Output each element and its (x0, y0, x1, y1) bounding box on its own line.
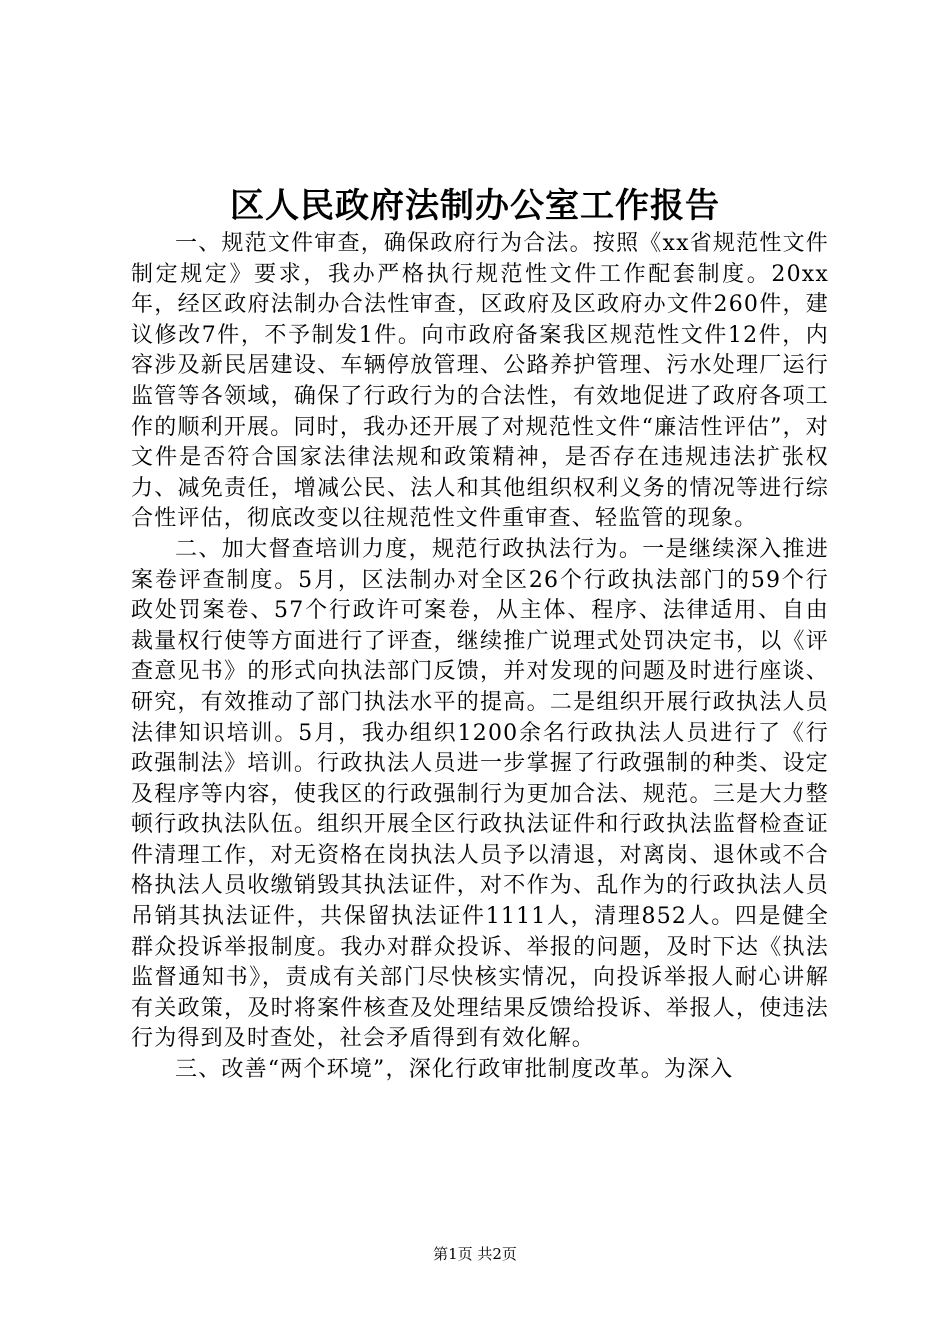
paragraph-2: 二、加大督查培训力度，规范行政执法行为。一是继续深入推进案卷评查制度。5月，区法制办对全区26个行政执法部门的59个行政处罚案卷、57个行政许可案卷，从主体、程序、法律适用、自由裁量权行使等方面进行了评查，继续推广说理式处罚决定书，以《评查意见书》的形式向执法部门反馈，并对发现的问题及时进行座谈、研究，有效推动了部门执法水平的提高。二是组织开展行政执法人员法律知识培训。5月，我办组织1200余名行政执法人员进行了《行政强制法》培训。行政执法人员进一步掌握了行政强制的种类、设定及程序等内容，使我区的行政强制行为更加合法、规范。三是大力整顿行政执法队伍。组织开展全区行政执法证件和行政执法监督检查证件清理工作，对无资格在岗执法人员予以清退，对离岗、退休或不合格执法人员收缴销毁其执法证件，对不作为、乱作为的行政执法人员吊销其执法证件，共保留执法证件1111人，清理852人。四是健全群众投诉举报制度。我办对群众投诉、举报的问题，及时下达《执法监督通知书》，责成有关部门尽快核实情况，向投诉举报人耐心讲解有关政策，及时将案件核查及处理结果反馈给投诉、举报人，使违法行为得到及时查处，社会矛盾得到有效化解。 (131, 536, 829, 1052)
paragraph-1: 一、规范文件审查，确保政府行为合法。按照《xx省规范性文件制定规定》要求，我办严格执行规范性文件工作配套制度。20xx年，经区政府法制办合法性审查，区政府及区政府办文件260件，建议修改7件，不予制发1件。向市政府备案我区规范性文件12件，内容涉及新民居建设、车辆停放管理、公路养护管理、污水处理厂运行监管等各领域，确保了行政行为的合法性，有效地促进了政府各项工作的顺利开展。同时，我办还开展了对规范性文件“廉洁性评估”，对文件是否符合国家法律法规和政策精神，是否存在违规违法扩张权力、减免责任，增减公民、法人和其他组织权利义务的情况等进行综合性评估，彻底改变以往规范性文件重审查、轻监管的现象。 (131, 231, 829, 532)
document-title: 区人民政府法制办公室工作报告 (230, 186, 720, 226)
page-number-footer: 第1页 共2页 (433, 1245, 517, 1263)
document-body (131, 229, 829, 1086)
paragraph-3: 三、改善“两个环境”，深化行政审批制度改革。为深入 (175, 1057, 734, 1083)
